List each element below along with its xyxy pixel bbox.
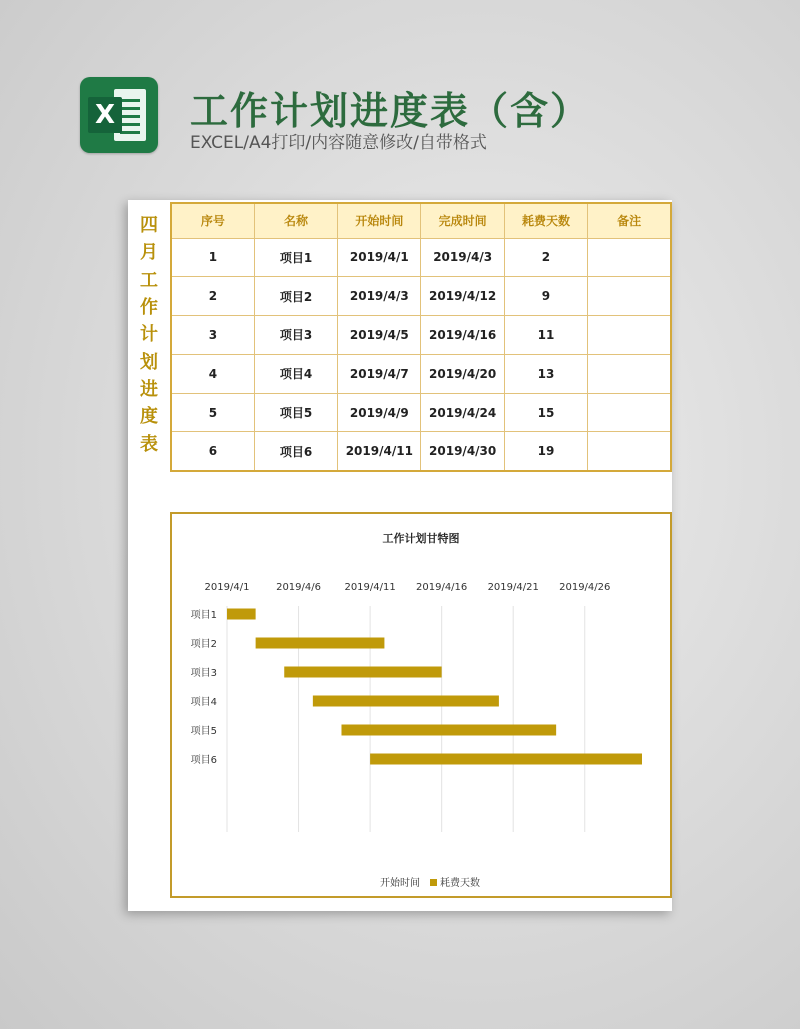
cell-index: 5 bbox=[171, 393, 254, 432]
cell-notes bbox=[588, 316, 671, 355]
cell-start: 2019/4/3 bbox=[338, 277, 421, 316]
cell-notes bbox=[588, 393, 671, 432]
table-header-row bbox=[171, 203, 671, 238]
cell-start: 2019/4/7 bbox=[338, 354, 421, 393]
side-title-char: 度 bbox=[140, 406, 158, 428]
cell-end: 2019/4/12 bbox=[421, 277, 504, 316]
cell-end: 2019/4/24 bbox=[421, 393, 504, 432]
col-header-index: 序号 bbox=[171, 203, 254, 238]
side-title-char: 四 bbox=[140, 215, 158, 237]
cell-index: 6 bbox=[171, 432, 254, 471]
cell-name: 项目2 bbox=[254, 277, 337, 316]
cell-end: 2019/4/20 bbox=[421, 354, 504, 393]
page-title: 工作计划进度表（含） bbox=[190, 89, 591, 133]
cell-start: 2019/4/1 bbox=[338, 238, 421, 277]
legend-days-label: 耗费天数 bbox=[440, 878, 480, 889]
col-header-start: 开始时间 bbox=[338, 203, 421, 238]
x-tick-label: 2019/4/16 bbox=[416, 582, 468, 593]
cell-end: 2019/4/3 bbox=[421, 238, 504, 277]
y-category-label: 项目2 bbox=[190, 639, 217, 650]
table-row bbox=[171, 354, 671, 393]
x-tick-label: 2019/4/21 bbox=[487, 582, 539, 593]
table-row bbox=[171, 277, 671, 316]
table-row bbox=[171, 393, 671, 432]
y-category-label: 项目1 bbox=[190, 610, 217, 621]
page-subtitle: EXCEL/A4打印/内容随意修改/自带格式 bbox=[190, 133, 487, 153]
x-tick-label: 2019/4/6 bbox=[276, 582, 322, 593]
cell-days: 9 bbox=[504, 277, 587, 316]
cell-end: 2019/4/30 bbox=[421, 432, 504, 471]
side-title-char: 表 bbox=[140, 433, 158, 455]
cell-notes bbox=[588, 277, 671, 316]
col-header-notes: 备注 bbox=[588, 203, 671, 238]
side-title-char: 作 bbox=[140, 297, 158, 319]
y-category-label: 项目4 bbox=[190, 697, 217, 708]
gantt-bar bbox=[313, 696, 499, 707]
cell-name: 项目6 bbox=[254, 432, 337, 471]
gantt-chart-svg bbox=[172, 514, 670, 896]
legend-swatch bbox=[430, 879, 437, 886]
table-row bbox=[171, 432, 671, 471]
cell-notes bbox=[588, 238, 671, 277]
gantt-bar bbox=[370, 754, 642, 765]
cell-name: 项目3 bbox=[254, 316, 337, 355]
cell-notes bbox=[588, 432, 671, 471]
gantt-bar bbox=[341, 725, 556, 736]
chart-title: 工作计划甘特图 bbox=[382, 532, 460, 545]
cell-start: 2019/4/9 bbox=[338, 393, 421, 432]
vertical-doc-title bbox=[128, 200, 170, 470]
side-title-char: 工 bbox=[140, 269, 158, 291]
col-header-name: 名称 bbox=[254, 203, 337, 238]
cell-start: 2019/4/11 bbox=[338, 432, 421, 471]
cell-days: 15 bbox=[504, 393, 587, 432]
y-category-label: 项目6 bbox=[190, 755, 217, 766]
cell-days: 13 bbox=[504, 354, 587, 393]
col-header-days: 耗费天数 bbox=[504, 203, 587, 238]
col-header-end: 完成时间 bbox=[421, 203, 504, 238]
cell-index: 3 bbox=[171, 316, 254, 355]
document-preview bbox=[128, 200, 672, 911]
side-title-char: 月 bbox=[140, 242, 158, 264]
table-row bbox=[171, 316, 671, 355]
y-category-label: 项目5 bbox=[190, 726, 217, 737]
cell-days: 11 bbox=[504, 316, 587, 355]
cell-index: 1 bbox=[171, 238, 254, 277]
cell-name: 项目4 bbox=[254, 354, 337, 393]
side-title-char: 进 bbox=[140, 378, 158, 400]
cell-start: 2019/4/5 bbox=[338, 316, 421, 355]
cell-notes bbox=[588, 354, 671, 393]
cell-days: 19 bbox=[504, 432, 587, 471]
x-tick-label: 2019/4/11 bbox=[344, 582, 396, 593]
cell-end: 2019/4/16 bbox=[421, 316, 504, 355]
excel-app-icon bbox=[80, 77, 158, 153]
cell-index: 2 bbox=[171, 277, 254, 316]
gantt-bar bbox=[284, 667, 441, 678]
side-title-char: 划 bbox=[140, 351, 158, 373]
side-title-char: 计 bbox=[140, 324, 158, 346]
y-category-label: 项目3 bbox=[190, 668, 217, 679]
gantt-chart bbox=[170, 512, 672, 898]
gantt-bar bbox=[256, 638, 385, 649]
cell-name: 项目1 bbox=[254, 238, 337, 277]
excel-x-icon: X bbox=[88, 97, 122, 133]
cell-name: 项目5 bbox=[254, 393, 337, 432]
gantt-bar bbox=[227, 609, 256, 620]
legend-start-label: 开始时间 bbox=[380, 878, 420, 889]
table-row bbox=[171, 238, 671, 277]
x-tick-label: 2019/4/26 bbox=[559, 582, 611, 593]
cell-index: 4 bbox=[171, 354, 254, 393]
cell-days: 2 bbox=[504, 238, 587, 277]
plan-table bbox=[170, 202, 672, 472]
x-tick-label: 2019/4/1 bbox=[204, 582, 250, 593]
